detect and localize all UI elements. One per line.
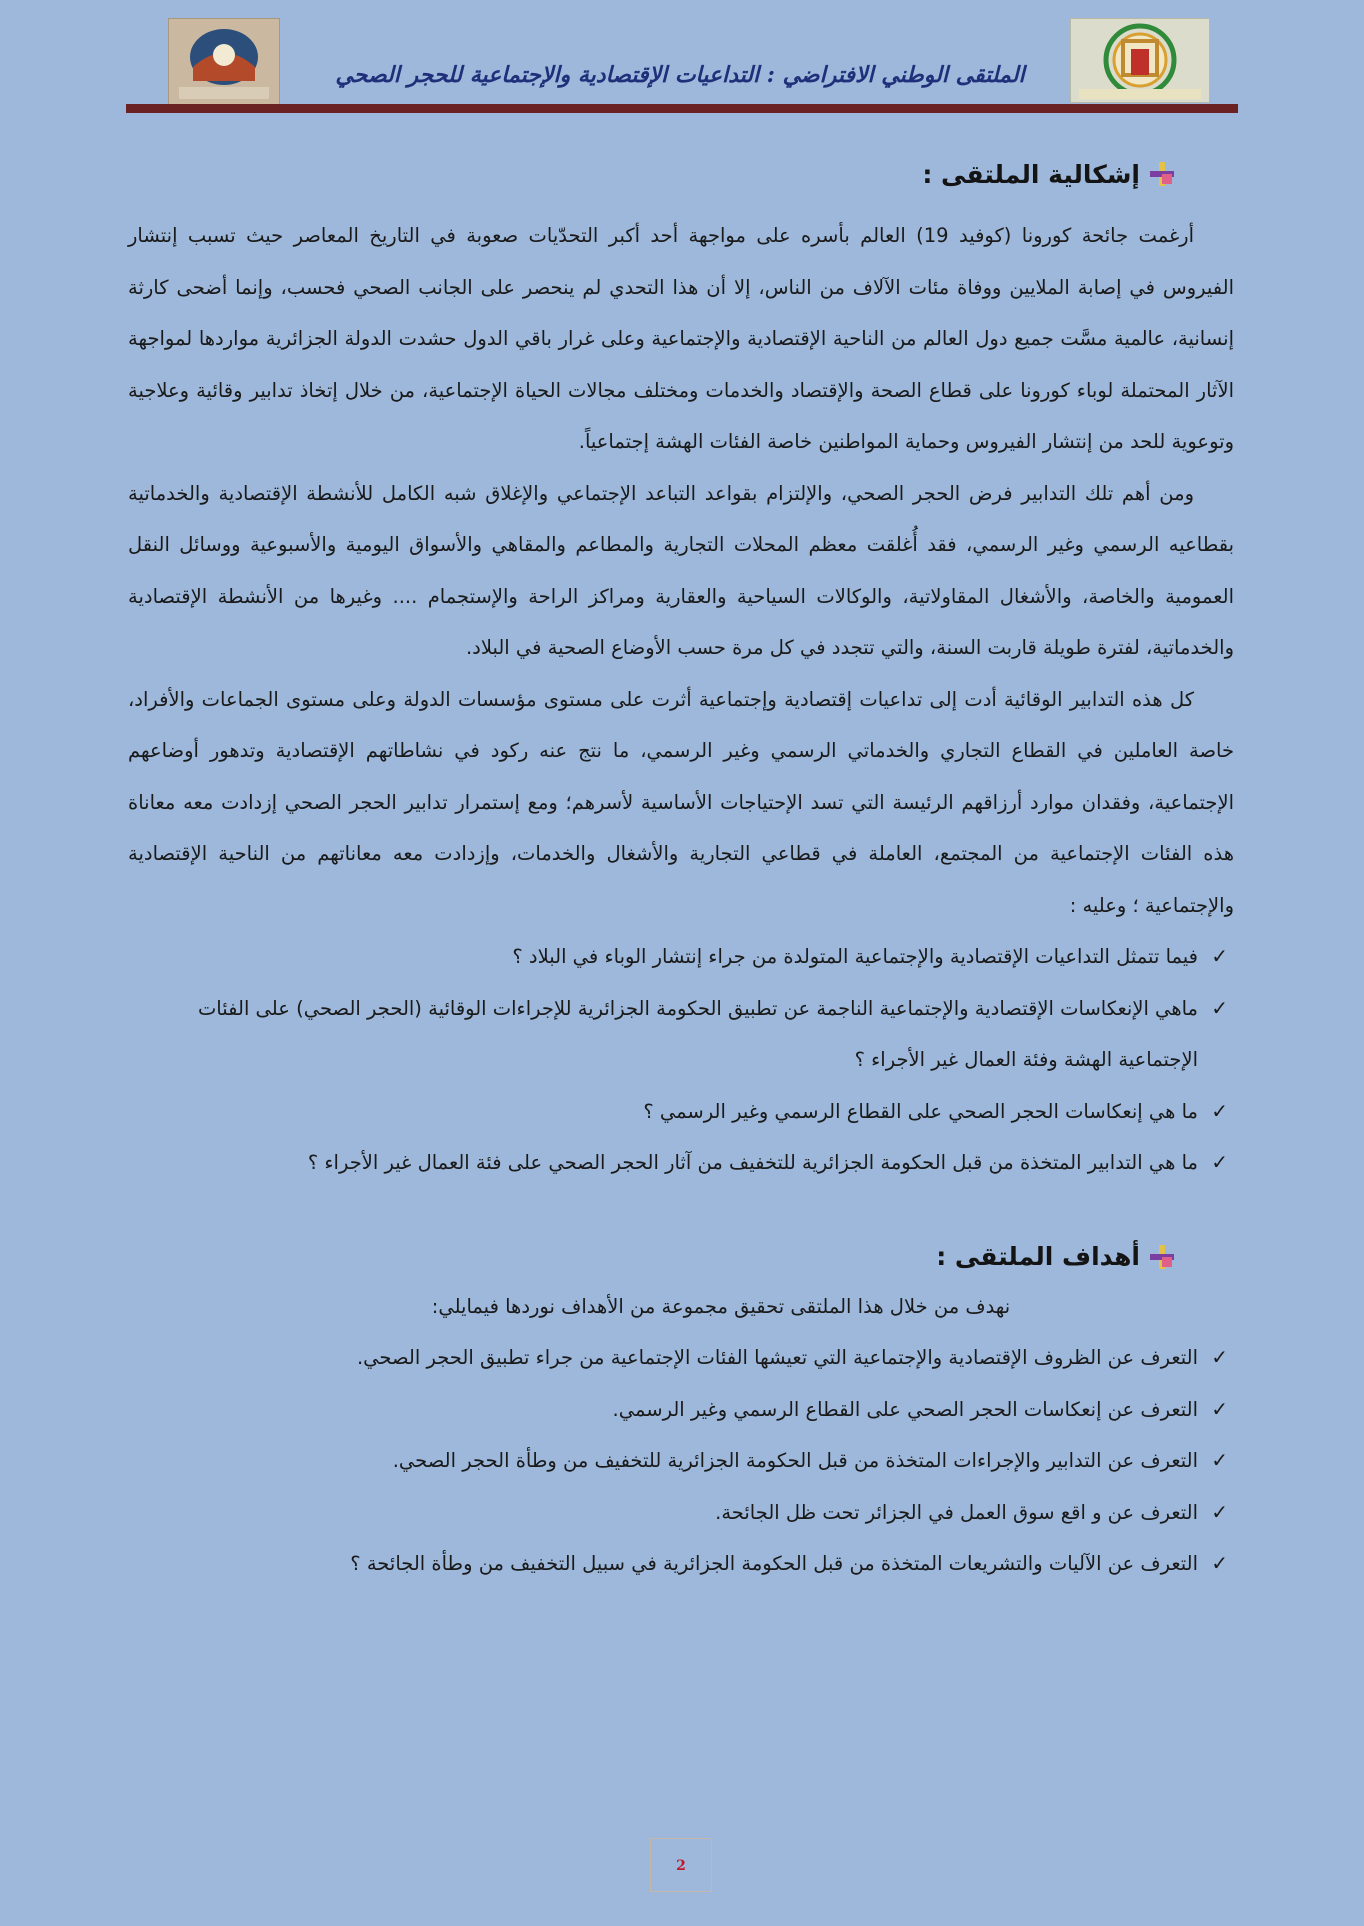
check-icon: ✓ (1211, 1396, 1228, 1421)
list-item-text: ما هي التدابير المتخذة من قبل الحكومة الجزائرية للتخفيف من آثار الحجر الصحي على فئة العمال غير الأجراء ؟ (307, 1151, 1198, 1174)
questions-list (128, 931, 1234, 1189)
list-item (128, 1086, 1234, 1138)
list-item-text: فيما تتمثل التداعيات الإقتصادية والإجتماعية المتولدة من جراء إنتشار الوباء في البلاد ؟ (512, 945, 1198, 968)
list-item-text: التعرف عن إنعكاسات الحجر الصحي على القطاع الرسمي وغير الرسمي. (612, 1397, 1198, 1421)
lab-logo (168, 18, 280, 106)
list-item (128, 1384, 1234, 1436)
paragraph: كل هذه التدابير الوقائية أدت إلى تداعيات إقتصادية وإجتماعية أثرت على مستوى مؤسسات الدولة وعلى مستوى الجماعات والأفراد، خاصة العاملين في القطاع التجاري والخدماتي الرسمي وغير الرسمي، ما نتج عنه ركود في نشاطاتهم الإقتصادية وتدهور أوضاعهم الإجتماعية، وفقدان موارد أرزاقهم الرئيسة التي تسد الإحتياجات الأساسية لأسرهم؛ ومع إستمرار تدابير الحجر الصحي إزدادت معه معاناة هذه الفئات الإجتماعية من المجتمع، العاملة في قطاعي التجارية والأشغال والخدمات، وإزدادت معه معاناتهم من الناحية الإقتصادية والإجتماعية ؛ وعليه : (128, 687, 1234, 917)
check-icon: ✓ (1211, 944, 1228, 968)
list-item (128, 1332, 1234, 1384)
list-item-text: التعرف عن التدابير والإجراءات المتخذة من قبل الحكومة الجزائرية للتخفيف من وطأة الحجر الصحي. (392, 1449, 1198, 1472)
list-item (128, 983, 1234, 1086)
list-item-text: ما هي إنعكاسات الحجر الصحي على القطاع الرسمي وغير الرسمي ؟ (643, 1099, 1198, 1123)
list-item (128, 1137, 1234, 1189)
check-icon: ✓ (1211, 1150, 1228, 1174)
square-bullet-icon (1150, 1245, 1174, 1269)
list-item (128, 931, 1234, 983)
page-number-frame (650, 1838, 712, 1892)
conference-title: الملتقى الوطني الافتراضي : التداعيات الإقتصادية والإجتماعية للحجر الصحي (335, 62, 1025, 88)
page-number: 2 (676, 1858, 686, 1874)
section-heading-problem (128, 150, 1234, 198)
goals-intro: نهدف من خلال هذا الملتقى تحقيق مجموعة من الأهداف نوردها فيمايلي: (431, 1294, 1011, 1318)
check-icon: ✓ (1211, 995, 1228, 1020)
check-icon: ✓ (1211, 1345, 1228, 1369)
list-item (128, 1487, 1234, 1539)
page-content (128, 150, 1234, 1590)
header-divider (126, 104, 1238, 113)
paragraph: ومن أهم تلك التدابير فرض الحجر الصحي، والإلتزام بقواعد التباعد الإجتماعي والإغلاق شبه الكامل للأنشطة الإقتصادية والخدماتية بقطاعيه الرسمي وغير الرسمي، فقد أُغلقت معظم المحلات التجارية والمطاعم والمقاهي والأسواق اليومية والأسبوعية ووسائل النقل العمومية والخاصة، والأشغال المقاولاتية، والوكالات السياحية والعقارية ومراكز الراحة والإستجمام .... وغيرها من الأنشطة الإقتصادية والخدماتية، لفترة طويلة قاربت السنة، والتي تتجدد في كل مرة حسب الأوضاع الصحية في البلاد. (128, 481, 1234, 659)
section-heading-text: أهداف الملتقى : (936, 1242, 1140, 1271)
square-bullet-icon (1150, 162, 1174, 186)
check-icon: ✓ (1211, 1098, 1228, 1123)
paragraph: أرغمت جائحة كورونا (كوفيد 19) العالم بأسره على مواجهة أحد أكبر التحدّيات صعوبة في التاريخ المعاصر حيث تسبب إنتشار الفيروس في إصابة الملايين ووفاة مئات الآلاف من الناس، إلا أن هذا التحدي لم ينحصر على الجانب الصحي فحسب، وإنما أضحى كارثة إنسانية، عالمية مسَّت جميع دول العالم من الناحية الإقتصادية والإجتماعية وعلى غرار باقي الدول حشدت الدولة الجزائرية مواردها لمواجهة الآثار المحتملة لوباء كورونا على قطاع الصحة والإقتصاد والخدمات ومختلف مجالات الحياة الإجتماعية، من خلال إتخاذ تدابير وقائية وعلاجية وتوعوية للحد من إنتشار الفيروس وحماية المواطنين خاصة الفئات الهشة إجتماعياً. (128, 224, 1234, 453)
list-item-text: التعرف عن الظروف الإقتصادية والإجتماعية التي تعيشها الفئات الإجتماعية من جراء تطبيق الحجر الصحي. (356, 1346, 1198, 1369)
list-item-text: ماهي الإنعكاسات الإقتصادية والإجتماعية الناجمة عن تطبيق الحكومة الجزائرية للإجراءات الوقائية (الحجر الصحي) على الفئات الإجتماعية الهشة وفئة العمال غير الأجراء ؟ (197, 996, 1198, 1071)
section-heading-goals (128, 1233, 1234, 1281)
list-item-text: التعرف عن و اقع سوق العمل في الجزائر تحت ظل الجائحة. (715, 1500, 1198, 1524)
university-logo (1070, 18, 1210, 103)
check-icon: ✓ (1211, 1499, 1228, 1524)
list-item-text: التعرف عن الآليات والتشريعات المتخذة من قبل الحكومة الجزائرية في سبيل التخفيف من وطأة الجائحة ؟ (350, 1552, 1198, 1575)
check-icon: ✓ (1211, 1551, 1228, 1575)
list-item (128, 1538, 1234, 1590)
list-item (128, 1435, 1234, 1487)
check-icon: ✓ (1211, 1448, 1228, 1472)
page-header (0, 0, 1364, 120)
goals-list (128, 1332, 1234, 1590)
section-heading-text: إشكالية الملتقى : (922, 159, 1140, 189)
